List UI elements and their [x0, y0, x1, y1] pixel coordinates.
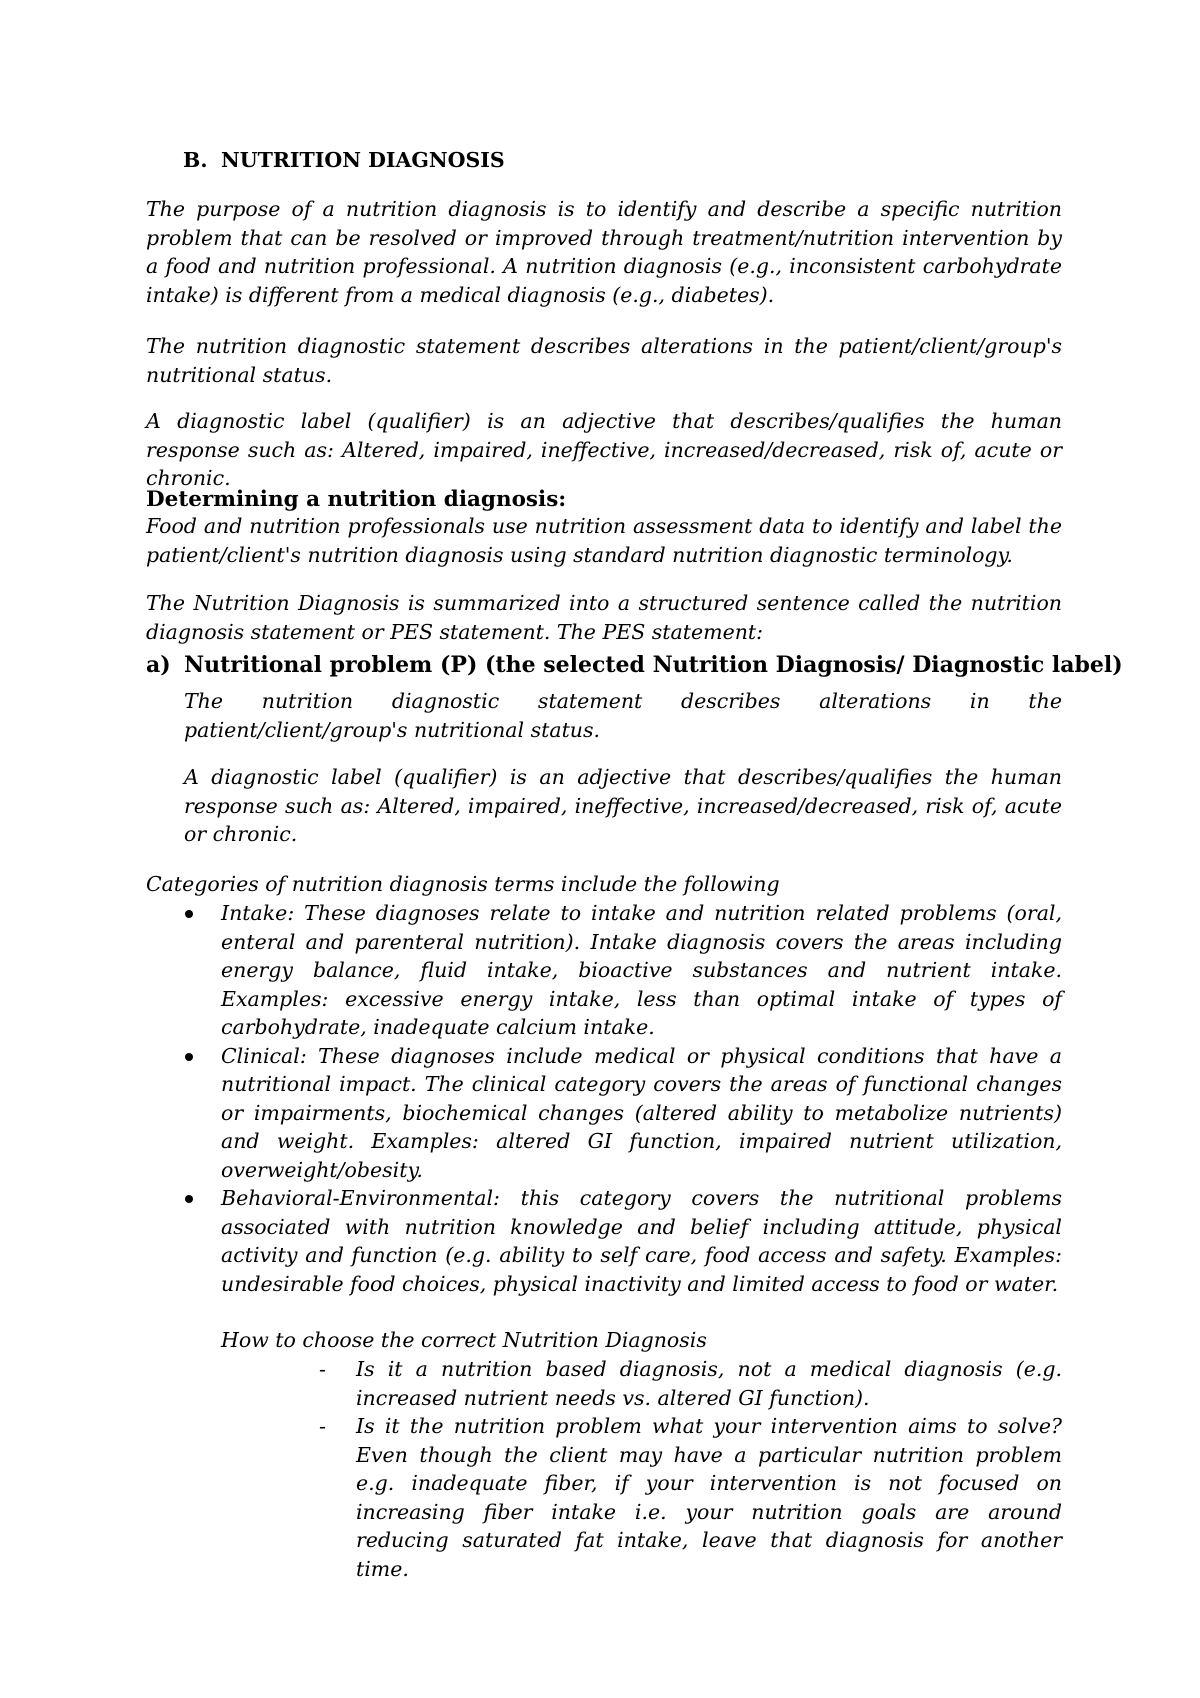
choose-diagnosis-heading: How to choose the correct Nutrition Diagnosis — [221, 1328, 707, 1352]
category-clinical-text: Clinical: These diagnoses include medical or physical conditions that have a nutritional impact. The clinical category covers the areas of functional changes or impairments, biochemical changes (altered ability to metabolize nutrients) and weight. Examples: altered GI function, impaired nutrient utilization, overweight/obesity. — [221, 1043, 1062, 1182]
pes-label-paragraph: A diagnostic label (qualifier) is an adjective that describes/qualifies the human response such as: Altered, impaired, ineffective, increased/decreased, risk of, acute or chronic. — [184, 765, 1062, 846]
list-item — [319, 1412, 1062, 1583]
section-number: B. — [183, 148, 208, 172]
determining-heading: Determining a nutrition diagnosis: — [146, 487, 567, 512]
criteria-text: Is it the nutrition problem what your intervention aims to solve? Even though the client may have a particular nutrition problem e.g. inadequate fiber, if your intervention is not focused on increasing fiber intake i.e. your nutrition goals are around reducing saturated fat intake, leave that diagnosis for another time. — [356, 1414, 1062, 1581]
pes-statement-paragraph: The nutrition diagnostic statement describes alterations in the patient/client/group's nutritional status. — [184, 689, 1062, 742]
list-item — [184, 1184, 1062, 1298]
pes-marker: a) — [146, 652, 171, 678]
diagnostic-statement-paragraph: The nutrition diagnostic statement describes alterations in the patient/client/group's nutritional status. — [146, 334, 1062, 387]
dash-marker: - — [319, 1414, 326, 1438]
pes-intro-paragraph: The Nutrition Diagnosis is summarized into a structured sentence called the nutrition diagnosis statement or PES statement. The PES statement: — [146, 591, 1062, 644]
section-heading — [183, 146, 505, 174]
bullet-icon — [185, 910, 193, 918]
list-item — [319, 1355, 1062, 1412]
categories-list — [184, 899, 1062, 1298]
categories-intro: Categories of nutrition diagnosis terms include the following — [146, 872, 780, 896]
category-intake-text: Intake: These diagnoses relate to intake and nutrition related problems (oral, enteral and parenteral nutrition). Intake diagnosis covers the areas including energy balance, fluid intake, bioactive substances and nutrient intake. Examples: excessive energy intake, less than optimal intake of types of carbohydrate, inadequate calcium intake. — [221, 901, 1062, 1039]
list-item — [184, 899, 1062, 1042]
determining-paragraph: Food and nutrition professionals use nutrition assessment data to identify and label the patient/client's nutrition diagnosis using standard nutrition diagnostic terminology. — [146, 514, 1062, 567]
dash-marker: - — [319, 1357, 326, 1381]
pes-heading-text: Nutritional problem (P) (the selected Nutrition Diagnosis/ Diagnostic label) — [184, 652, 1123, 678]
list-item — [184, 1042, 1062, 1185]
purpose-paragraph: The purpose of a nutrition diagnosis is to identify and describe a specific nutrition problem that can be resolved or improved through treatment/nutrition intervention by a food and nutrition professional. A nutrition diagnosis (e.g., inconsistent carbohydrate intake) is different from a medical diagnosis (e.g., diabetes). — [146, 197, 1062, 307]
diagnostic-label-paragraph: A diagnostic label (qualifier) is an adjective that describes/qualifies the human response such as: Altered, impaired, ineffective, increased/decreased, risk of, acute or chronic. — [146, 409, 1062, 490]
choose-criteria-list — [319, 1355, 1062, 1583]
criteria-text: Is it a nutrition based diagnosis, not a medical diagnosis (e.g. increased nutrient needs vs. altered GI function). — [356, 1357, 1062, 1410]
category-behavioral-text: Behavioral-Environmental: this category covers the nutritional problems associated with nutrition knowledge and belief including attitude, physical activity and function (e.g. ability to self care, food access and safety. Examples: undesirable food choices, physical inactivity and limited access to food or water. — [221, 1186, 1062, 1296]
pes-problem-heading — [146, 650, 1123, 680]
bullet-icon — [185, 1053, 193, 1061]
bullet-icon — [185, 1195, 193, 1203]
section-title: NUTRITION DIAGNOSIS — [221, 148, 505, 172]
